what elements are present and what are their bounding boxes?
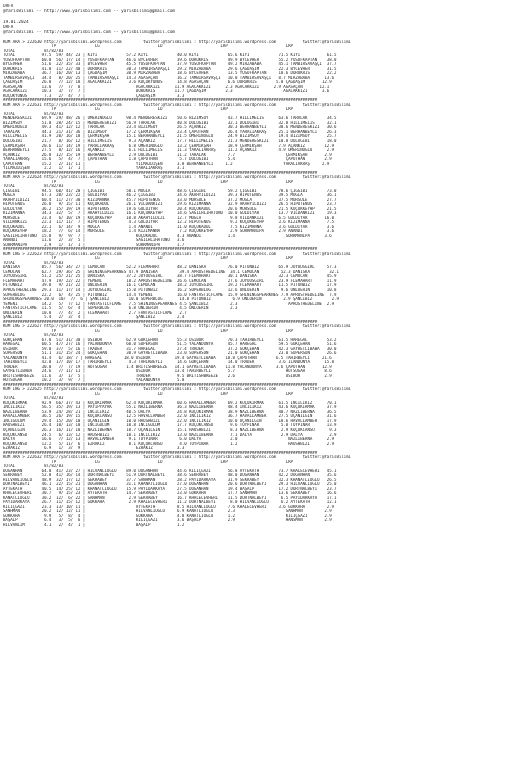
report-line: DALYA 16.6 7/ 12/ 13 | HAVALLAMBER 9.1 TOYPINAR 6.0 DALYA 2.0 NAZLIBERNA 2.9 xyxy=(3,437,335,442)
report-line: KUM İNG > 222627 http://yarisbilimi.wordpress.com twitter:@YarisBilimi : http://yarisbilimi.wordpress.com twitter:@YarisBilimi xyxy=(3,324,351,329)
report-line: MENDERESKIZI 69.9 29/ 48/ 26 | ÖMERİNOĞLU 98.4 MENDERESKIZI 50.6 BIZIMSOY 43.7 HILLİMELİS 63.6 TARALAK 34.5 xyxy=(3,116,337,121)
report-line: İNCİLİKIZ 56.5 35/ 19/ 13 | PAYIPYAYAK 55.1 NAZLIBERNA 36.3 NAZLIBERNA 48.4 İNCİLİKIZ 43.6 KÜÇÜKIRMAK 37.9 xyxy=(3,405,337,410)
report-line: BAŞALP 6.4 3/ 5/ 6 | KILIÇGAZİ 3.6 BAŞALP 2.9 HANSMAN 2.9 xyxy=(3,518,332,523)
report-line: ################################################################################################################################## xyxy=(3,450,318,455)
report-line: ANANDI 11.6 2/ 3/ 5 | SAĞILHLIHATUNU 3.6 xyxy=(3,238,185,243)
report-line: ################################################################################################################################## xyxy=(3,170,318,175)
report-line: KUM İNG > 222625 http://yarisbilimi.wordpress.com twitter:@YarisBilimi : http://yarisbilimi.wordpress.com twitter:@YarisBilimi xyxy=(3,387,351,392)
report-line: HOTSUGAR 10.2 3/ 9/ 7 | YALANDÜNYA 5.0 xyxy=(3,378,185,383)
report-line: SÜRRMANIPA 2.9 1/ 1/ 1 | SÜRRMANIPA 1.7 xyxy=(3,242,185,247)
report-line: TP LG LD LRP LRP xyxy=(3,107,293,112)
report-line: GAYRETLİBABA 24.6 7/ 11/ 11 | OSIBOR 13.4 TAHIRBEYLI 5.7 HOTSUGAR 8.6 xyxy=(3,369,332,374)
report-line: EZRAKIZ 6.9 1/ 3/ 9 | EZRAKIZ 3.3 xyxy=(3,446,185,451)
author-line: @YarisBilimi -- http://www.yarisbilimi.com -- yarisbilimi@gmail.com xyxy=(3,9,175,15)
report-line: BERHANBEYLI 27.5 8/ 12/ 16 | AÇANKIZ 6.1 HILLİMELİS 11.3 YARALIAKRAŞ 11.2 AÇANKIZ 4.9 ÖMERİNOĞLU 2.9 xyxy=(3,148,335,153)
report-line: YARALIAKRAŞ 15.6 5/ 4/ 7 | ÇAPUTHAN 1.8 ÇAPUTHAN 5.7 DOLUGIBI 5.4 ÇAPUTHAN 2.9 xyxy=(3,157,332,162)
report-line: GÖKÇEHAN 67.8 51/ 31/ 30 | OSIBOR 62.9 GÖKÇEHAN 55.3 OSIBOR 70.3 TAHIRBEYLI 61.5 HAREGAL 53.2 xyxy=(3,337,337,342)
report-line: HILVANLIOĞLU 48.9 32/ 17/ 12 | SEKRABEY 37.7 SANHMAN 28.2 PAYIDARKAYA 31.9 SEKRABEY 32.3 KHANATLIOĞLU 26.5 xyxy=(3,477,337,482)
report-line: KILIÇGAZİ 23.3 13/ 10/ 11 | AYTEKATH 8.5 HILVANLIOĞLU 7.6 KHALECEVHERI 3.6 GÖKKAHA 2.9 xyxy=(3,504,335,509)
report-line: BIZIMSOY 51.0 28/ 24/ 15 | MENDERESKIZI 56.9 TARALAK 40.8 DOLUGIBI 32.1 DOLUGIBI 32.8 HILLİMELİS 32.1 xyxy=(3,120,337,125)
report-line: HILLİMELİS 41.9 20/ 16/ 18 | ÇERMİKŞAH 15.1 BERHANBEYLI 21.5 ÖMERİNOĞLU 24.9 BIZIMSOY 19.4 BIZIMSOY 25.7 xyxy=(3,134,337,139)
report-line: PITONBIZ 39.8 9/ 21/ 22 | ÜNLÜERIN 16.1 CEMOCAN 18.2 JOYOUSGIRL 19.2 FLEMAHART 11.5 PITONBIZ 17.9 xyxy=(3,283,337,288)
report-line: TOTAL 8l/82/83 xyxy=(3,111,64,116)
report-line: TOTAL 97.5 59/ 44/ 23 | KIYI 57.2 KIYI 40.0 KIYI 65.6 KIYI 71.5 KIYI 61.5 xyxy=(3,53,337,58)
report-line: NAZLIBERNA 53.9 24/ 28/ 21 | İNCİLİKIZ 40.5 DALYA 24.8 KÜÇÜKIRMAK 38.9 NAZLIBERNA 40.7 NAZLIBERNA 36.5 xyxy=(3,409,337,414)
report-line: OSIBOR 59.0 37/ 5/ 16 | TRADER 31.7 HAREGAL 27.4 TRADER 37.2 GÖKÇEHAN 42.3 GAYRETLİBABA 30.0 xyxy=(3,346,337,351)
report-line: HAVALLAMBER 36.5 26/ 19/ 15 | KÜÇÜKCANSU 12.5 HAVALLAMBER 22.0 İNCİLİKIZ 36.7 HAVALLAMBER 27.5 UÇANILGIN 31.6 xyxy=(3,414,337,419)
report-line: FLEMAHART 47.9 19/ 22/ 22 | YEMENI 18.2 APROSTHEDELINE 26.6 CEMOCAN 27.6 JOYOUSGIRL 23.9 FLEMAHART 11.9 xyxy=(3,278,337,283)
report-line: AYTEKATH 40.5 14/ 25/ 12 | KHANATLIOĞLU 15.9 PAYIDARKAYA 27.5 DOĞANHAN 19.4 BAŞALP 17.2 DÖRTNALBEYI 23.7 xyxy=(3,486,337,491)
report-line: KÜÇÜKADUL 22.1 6/ 14/ 9 | MUĞLA 1.4 ANANDI 11.0 KÜÇÜKADUL 7.5 KIZIMANNA 3.6 GÜLDIYAR 3.6 xyxy=(3,224,335,229)
report-line: BYCEVHER 51.6 22/ 35/ 33 | BYCEVHER 45.5 YUSUFKAPTAN 37.9 YUSUFKAPTAN 49.2 MIRZABABA 45.1 TAMBIRSAVAŞÇI 37.7 xyxy=(3,62,337,67)
report-line: SANHMAN 20.2 12/ 12/ 11 | HILVANLIOĞLU 6.9 KANATLIOĞLU 2.3 SANHMAN 2.9 xyxy=(3,509,332,514)
report-line: İNCİGÜLÜM 29.4 15/ 20/ 10 | UÇANILGIN 10.0 HAUSHBIZI 22.0 İNCİLİKIZ 10.0 UÇANILGIN 18.6 HAVALLAMBER 17.9 xyxy=(3,418,337,423)
report-line: DOĞANHAN 64.0 41/ 23/ 27 | HILVANLIOĞLU 89.0 DOĞANHAN 44.6 KILIÇGAZİ 56.8 AYTEKATH 73.7 KHALECEVHERI 45.1 xyxy=(3,468,337,473)
report-line: KHALECEVHERI 30.7 9/ 15/ 23 | AYTEKATH 14.7 SEKRABEY 23.0 GÖKKAHA 17.7 SANHMAN 13.6 SEKRABEY 16.6 xyxy=(3,491,337,496)
report-line: KÜÇÜKCANSU 24.5 6/ 13/ 12 | HAUSHBIZI 10.1 İNCİLİKIZ 13.0 NAZLIBERNA 7.1 DALYA 2.9 DALYA 2.9 xyxy=(3,432,337,437)
report-line: TOTAL 8l/82/83 xyxy=(3,396,64,401)
report-line: TOTAL 8l/82/83 xyxy=(3,464,64,469)
author-line-2: @YarisBilimi -- http://www.yarisbilimi.com -- yarisbilimi@gmail.com xyxy=(3,29,175,35)
report-line: KÜÇÜKYUNUS 7.3 2/ 4/ 7 | ÇAĞDAŞIM 3.3 xyxy=(3,93,185,98)
report-line: UÇANILGIN 26.3 16/ 11/ 10 | NAZLIBERNA 10.7 UÇANILGIN 15.1 HAUSHBIZI 8.3 NAZLIBERNA 2.9 KÜÇÜKCANSU 9.3 xyxy=(3,427,337,432)
report-line: DÖRTNALBEYI 46.1 22/ 15/ 21 | DOĞANHAN 31.1 KHANATLIOĞLU 27.0 DOĞANHAN 20.6 DÖRTNALBEYI 29.3 HILVANLIOĞLU 25.0 xyxy=(3,482,337,487)
report-line: KÜÇÜKCANSU 12.2 5/ 11/ 6 | EZRAKIZ 8.1 KÜÇÜKCANSU 4.0 TOYPINAR 1.2 HAUSHBIZI 2.9 xyxy=(3,441,335,446)
report-line: PAYIDARKAYA 26.7 11/ 15/ 12 | GÖKKAHA 2.9 KHALECEVHERI 11.2 DÖRTNALBEYI 8.0 HILVANLIOĞLU 6.2 AYTEKATH 12.1 xyxy=(3,500,337,505)
report-line: JOYOUSGIRL 51.2 25/ 21/ 25 | DANISKA 37.2 JOYOUSGIRL 38.7 FLEMAHART 30.1 DANISKA 32.3 CEMOCAN 45.9 xyxy=(3,274,337,279)
report-line: KUM ARA > 222632 http://yarisbilimi.wordpress.com twitter:@YarisBilimi : http://yarisbilimi.wordpress.com twitter:@YarisBilimi xyxy=(3,455,351,460)
report-line: HILVANLIM 4.1 2/ 4/ 1 | BAŞALP 1.2 xyxy=(3,522,185,527)
report-line: AÇANKIZ 26.8 12/ 15/ 19 | BERHANBEYLI 2.9 DOLUGIBI 11.2 TARALAK 7.7 ÇERMİKŞAH 2.9 xyxy=(3,152,332,157)
report-body xyxy=(3,40,527,528)
report-line: KUM ARA > 222624 http://yarisbilimi.wordpress.com twitter:@YarisBilimi : http://yarisbilimi.wordpress.com twitter:@YarisBilimi xyxy=(3,175,351,180)
report-line: KÜÇÜKKEYHP 18.2 7/ 6/ 14 | MURSULE 1.4 KIZIMANNA 7.2 KÜÇÜKKEYHP 2.9 SÜRRMANIPA 2.9 ANANDI 3.6 xyxy=(3,229,335,234)
report-line: ÇIĞGIBI 94.5 60/ 41/ 20 | ÇIĞGIBI 50.1 MUĞLA 48.6 ÇIĞGIBI 59.2 ÇIĞGIBI 78.6 ÇIĞGIBI 73.0 xyxy=(3,188,337,193)
report-title: URFA xyxy=(3,4,14,9)
report-line: TP LG LD LRP LRP xyxy=(3,179,293,184)
report-line: DORUKRIS 41.8 11/ 22/ 40 | DORUKRIS 30.3 TAMBIRSAVAŞÇI 29.2 MIRZABABA 29.6 ÇAĞDAŞIM 22.3 BYCEVHER 31.5 xyxy=(3,66,337,71)
report-line: SEKRABEY 52.8 41/ 16/ 14 | DÖRTNALBEYI 51.9 DÖRTNALBEYI 38.6 SEKRABEY 48.0 DOĞANHAN 42.2 DOĞANHAN 35.6 xyxy=(3,473,337,478)
report-line: TP LG LD LRP LRP xyxy=(3,328,293,333)
report-line: TP LG LD LRP LRP xyxy=(3,391,293,396)
report-line: KUM ARA > 222631 http://yarisbilimi.wordpress.com twitter:@YarisBilimi : http://yarisbilimi.wordpress.com twitter:@YarisBilimi xyxy=(3,102,351,107)
report-city: URFA xyxy=(3,24,14,30)
report-line: MUĞLA 67.3 20/ 23/ 22 | GÜLDIYAR 46.2 ÇIĞGIBI 34.6 AKAHYILDIZI 39.3 HIPOTENÜS 39.5 MUĞLA 36.1 xyxy=(3,193,337,198)
report-line: SHININGSPEARKNES 20.0 10/ 7/ 6 | ŞANLIBIZ 10.0 SÜPERBLOG 14.8 PITONBIZ 6.9 ÜNLÜERIN 2.9 ŞANLIBIZ 2.9 xyxy=(3,297,339,302)
report-line: TOTAL 8l/82/83 xyxy=(3,48,64,53)
report-line: VILDANKIZI 22.3 11/ 11/ 7 | HIPOTENÜS 4.3 GÜLDIYAR 12.2 HIPOTENÜS 9.2 KÜÇÜKKEYHP 3.6 KIZIMANNA 7.5 xyxy=(3,220,335,225)
report-line: SÜPERBLOG 22.2 6/ 4/ 25 | PITONBIZ 14.4 YEMENI 16.0 FANTASTICFLAME 15.9 SHININGSPEARKNES 7.9 APROSTHEDELINE 7.9 xyxy=(3,292,337,297)
report-line: ÖMERİNOĞLU 49.3 41/ 12/ 12 | TARALAK 23.4 BIZIMSOY 26.5 AÇANKIZ 30.3 BERHANBEYLI 30.6 MENDERESKIZI 30.6 xyxy=(3,125,337,130)
report-line: TP LG LD LRP LRP xyxy=(3,256,293,261)
report-line: ÜNLÜERIN 10.8 7/ 4/ 2 | FLEMAHART 2.7 FANTASTICFLAME 2.7 xyxy=(3,310,187,315)
report-line: AĞASAÇAN 13.6 7/ 7/ 8 | AĞACAKKIZI 11.9 AĞACAKKIZI 2.3 AĞACAKKIZI 2.9 AĞASAÇAN 12.1 xyxy=(3,84,330,89)
report-line: CEMOCAN 62.7 29/ 36/ 25 | SHININGSPEARKNES 47.9 DANISKA 39.4 APROSTHEDELINE 34.1 CEMOCAN 52.3 DANISKA 32.1 xyxy=(3,269,339,274)
report-line: DANISKA 85.7 56/ 34/ 27 | CEMOCAN 52.2 FLEMAHART 48.2 DANISKA 76.0 PITONBIZ 65.9 JOYOUSGIRL 57.3 xyxy=(3,265,337,270)
report-line: KUM ARA > 222630 http://yarisbilimi.wordpress.com twitter:@YarisBilimi : http://yarisbilimi.wordpress.com twitter:@YarisBilimi xyxy=(3,39,351,44)
report-line: YALANDÜNYA 41.4 6/ 18/ 7 | HAREGAL 18.0 OSIBOR 19.4 GAYRETLİBABA 18.8 ÇAPUTHAN 6.5 TAHIRBEYLI 21.6 xyxy=(3,355,332,360)
report-line: TOTAL 8l/82/83 xyxy=(3,184,64,189)
report-line: GÖKKAHA 9.9 5/ 8/ 4 | GÖKKAHA 4.8 KANATLIOĞLU 1.2 KILIÇGAZİ 2.9 xyxy=(3,513,332,518)
report-line: ################################################################################################################################## xyxy=(3,98,318,103)
report-line: ################################################################################################################################## xyxy=(3,247,318,252)
report-line: ÇERMİKŞAH 20.6 11/ 14/ 19 | YARALIAKRAŞ 6.8 ÖMERİNOĞLU 13.2 ÇERMİKŞAH 18.9 ÇERMİKŞAH 7.9 AÇANKIZ 12.9 xyxy=(3,143,335,148)
report-line: TRADER 30.0 7/ 7/ 19 | HOTSUGAR 1.4 BRITISHBREEZE 14.1 GAYRETLİBABA 11.8 YALANDÜNYA 3.6 ÇAPUTHAN 12.9 xyxy=(3,364,332,369)
report-line: ################################################################################################################################## xyxy=(3,319,318,324)
report-line: SUPERSON 51.1 31/ 15/ 24 | GÖKÇEHAN 30.9 GAYRETLİBABA 23.0 SUPERSON 21.0 GÖKÇEHAN 23.0 SUPERSON 26.6 xyxy=(3,351,337,356)
report-line: TARALAK 44.3 21/ 31/ 36 | BIZIMSOY 17.2 ÇERMİKŞAH 23.4 ÇAPUTHAN 26.4 YARALIAKRAŞ 25.1 BERHANBEYLI 26.3 xyxy=(3,129,337,134)
report-date: 19.01.2024 xyxy=(3,19,29,25)
report-line: TAHIRBEYLI 42.0 17/ 10/ 17 | TAHIRBEYLI 4.3 TAHIRBEYLI 14.6 GÖKÇEHAN 14.0 TRADER 3.6 ILANDÜNYA 15.8 xyxy=(3,360,335,365)
report-line: SAĞILHLIHATUNU 15.8 9/ 9/ 7 | KÜÇÜKADUL 4.3 ANANDI 1.4 SÜRRMANIPA 3.6 xyxy=(3,233,332,238)
report-line: GÜLDIYAR 36.2 15/ 19/ 19 | HIPOTENÜS 19.6 GÜLDIYAR 20.4 KÜÇÜKADUL 20.6 MURSULE 21.5 KÜÇÜKKEYHP 21.5 xyxy=(3,206,337,211)
report-line: TP LG LD LRP LRP xyxy=(3,459,293,464)
report-line: YILMAZDİŞEN 2.2 1/ 1/ 1 | YARALIAKRAŞ 3.1 xyxy=(3,166,185,171)
report-line: TP LG LD LRP LRP xyxy=(3,44,293,49)
report-line: TOTAL 8l/82/83 xyxy=(3,333,64,338)
report-line: ################################################################################################################################## xyxy=(3,382,318,387)
report-line: TAMBIRSAVAŞÇI 34.4 8/ 20/ 25 | TAMBIRSAVAŞÇI 14.3 AĞASAÇAN 16.2 TAMBIRSAVAŞÇI 10.0 TAMBIRSAVAŞÇI 8.7 MIRZABABA 13.6 xyxy=(3,75,335,80)
report-line: AĞACAKKIZI 10.3 3/ 7/ 7 | DORUKRIS 11.7 ÇAĞDAŞIM 2.3 AĞACAKKIZI 3.6 xyxy=(3,89,330,94)
report-line: MIRZABABA 36.7 16/ 20/ 13 | ÇAĞDAŞIM 30.9 MIRZABABA 18.6 BYCEVHER 13.5 YUSUFKAPTAN 18.6 DORUKRIS 22.2 xyxy=(3,71,337,76)
report-line: KÜÇÜKIRMAK 92.9 66/ 37/ 43 | KÜÇÜKIRMAK 62.4 KÜÇÜKIRMAK 60.6 HAVALLAMBER 69.2 KÜÇÜKIRMAK 61.5 İNCİLİKIZ 70.1 xyxy=(3,400,337,405)
report-line: ÇAĞDAŞIM 26.8 7/ 12/ 18 | AĞACAKKIZI 3.6 KÜÇÜKYUNUS 14.8 AĞASAÇAN 6.6 DORUKRIS 5.0 ÇAĞDAŞIM 12.9 xyxy=(3,80,332,85)
report-line: APROSTHEDELINE 29.3 11/ 17/ 14 | JOYOUSGIRL 15.0 PITONBIZ 16.2 SÜPERBLOG 12.6 ÜNLÜERIN 9.6 ÜNLÜERIN 10.8 xyxy=(3,288,337,292)
report-line: HAREGAL 60.5 47/ 27/ 16 | YALANDÜNYA 60.0 SUPERSON 51.5 YALANDÜNYA 45.7 HAREGAL 59.5 GÖKÇEHAN 51.6 xyxy=(3,342,337,347)
report-line: HAUSHBIZI 26.4 10/ 13/ 10 | İNCİGÜLÜM 10.8 İNCİGÜLÜM 17.7 KÜÇÜKCANSU 9.6 TOYPINAR 5.8 TOYPINAR 13.9 xyxy=(3,423,337,428)
report-line: HIPOTENÜS 26.8 9/ 15/ 11 | KÜÇÜKADUL 26.1 VILDANKIZI 29.6 KIZIMANNA 32.9 AKAHYILDIZI 26.5 HIPOTENÜS 23.7 xyxy=(3,202,337,207)
report-line: TOTAL 8l/82/83 xyxy=(3,260,64,265)
report-line: KUM İNG > 222623 http://yarisbilimi.wordpress.com twitter:@YarisBilimi : http://yarisbilimi.wordpress.com twitter:@YarisBilimi xyxy=(3,251,351,256)
report-line: KIZIMANNA 34.3 32/ 5/ 7 | AKAHYILDIZI 16.1 KÜÇÜKKEYHP 14.6 SAĞILHLIHATUNU 10.0 GÜLDIYAR 13.7 VILDANKIZI 19.3 xyxy=(3,211,337,216)
report-line: BRITISHBREEZE 11.6 3/ 1/ 5 | TRADER 9.5 BRITISHBREEZE 2.6 OSIBOR 2.9 xyxy=(3,373,332,378)
report-line: KANATLIOĞLU 30.2 12/ 6/ 22 | SANHMAN 2.9 SEKRABEY 16.7 KHALECEVHERI 11.5 DÖRTNALBEYI 6.5 PAYIDARKAYA 17.1 xyxy=(3,495,337,500)
report-line: ŞANLIBIZ 5.4 2/ 3/ 4 | ŞANLIBIZ 2.4 xyxy=(3,315,185,320)
report-line: FANTASTICFLAME 11.5 5/ 6/ 4 | SÜPERBLOG 6.8 ÜNLÜERIN 4.5 ÜNLÜERIN 2.3 xyxy=(3,306,238,311)
report-line: YUSUFKAPTAN 60.0 56/ 17/ 14 | YUSUFKAPTAN 46.6 BYCEVHER 39.6 DORUKRIS 49.9 BYCEVHER 55.2 YUSUFKAPTAN 38.0 xyxy=(3,57,337,62)
report-line: MURSULE 23.4 6/ 10/ 19 | KÜÇÜKKEYHP 10.8 AKAHYILDIZI 12.7 MUĞLA 9.8 VILDANKIZI 6.5 GÜLDIYAR 16.0 xyxy=(3,215,335,220)
report-line: ÇAPUTHAN 15.2 2/ 11/ 11 | YILMAZDİŞEN 3.8 BERHANBEYLI 1.2 YARALIAKRAŞ 2.9 xyxy=(3,161,330,166)
report-line: DOLUGIBI 21.7 8/ 16/ 12 | HILLİMELİS 9.3 AÇANKIZ 17.7 HILLİMELİS 21.3 MENDERESKIZI 10.8 DOLUGIBI 18.0 xyxy=(3,138,337,143)
report-line: YEMENI 14.2 5/ 7/ 12 | FANTASTICFLAME 7.5 SHININGSPEARKNES 4.5 ŞANLIBIZ 2.3 APROSTHEDELINE 2.9 xyxy=(3,301,335,306)
report-line: AKAHYILDIZI 60.4 11/ 27/ 30 | KIZIMANNA 45.7 HIPOTENÜS 33.0 MURSULE 37.2 MUĞLA 37.5 MURSULE 27.7 xyxy=(3,197,337,202)
